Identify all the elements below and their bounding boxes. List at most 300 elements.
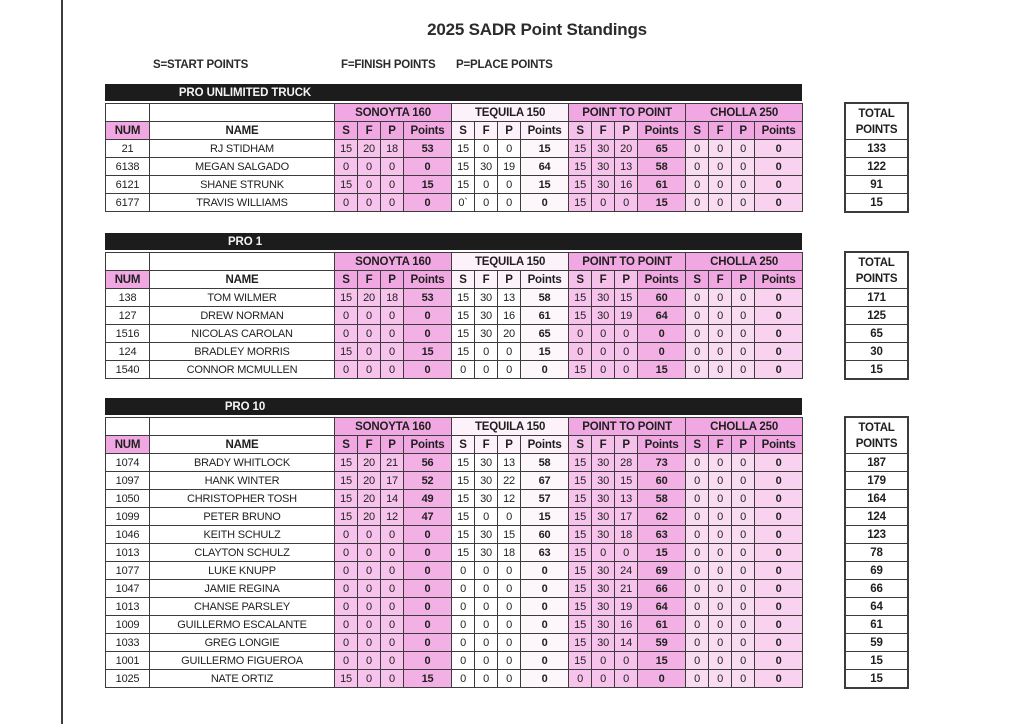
race-value-cell: 0	[498, 670, 521, 688]
race-value-cell: 0	[732, 361, 755, 379]
race-value-cell: 0	[358, 652, 381, 670]
table-row	[106, 544, 803, 562]
race-value-cell: 15	[569, 526, 592, 544]
race-value-cell: 0	[358, 616, 381, 634]
table-row	[106, 307, 803, 325]
racer-name: RJ STIDHAM	[150, 140, 335, 158]
race-value-cell: 14	[615, 634, 638, 652]
race-value-cell: 0	[498, 634, 521, 652]
race-value-cell: 0	[452, 580, 475, 598]
blank-cell	[106, 104, 150, 122]
page-title: 2025 SADR Point Standings	[427, 20, 647, 39]
racer-name: LUKE KNUPP	[150, 562, 335, 580]
sub-column-header: F	[475, 271, 498, 289]
race-value-cell: 0	[709, 526, 732, 544]
race-points-cell: 15	[521, 176, 569, 194]
race-value-cell: 15	[569, 472, 592, 490]
race-points-cell: 59	[638, 634, 686, 652]
race-value-cell: 0	[732, 343, 755, 361]
race-value-cell: 0	[381, 526, 404, 544]
total-points-value: 164	[846, 490, 908, 508]
sub-column-header: S	[686, 271, 709, 289]
race-value-cell: 0	[381, 616, 404, 634]
race-points-cell: 0	[755, 454, 803, 472]
race-value-cell: 0	[592, 361, 615, 379]
total-points-value: 15	[846, 361, 908, 379]
table-row	[106, 361, 803, 379]
race-points-cell: 0	[755, 361, 803, 379]
race-value-cell: 12	[381, 508, 404, 526]
race-value-cell: 0	[475, 562, 498, 580]
race-points-cell: 47	[404, 508, 452, 526]
race-points-cell: 0	[755, 158, 803, 176]
race-points-cell: 0	[404, 325, 452, 343]
racer-number: 138	[106, 289, 150, 307]
class-name: PRO 10	[224, 400, 266, 413]
race-value-cell: 0	[732, 325, 755, 343]
sub-column-header: P	[615, 122, 638, 140]
race-value-cell: 18	[381, 140, 404, 158]
race-points-cell: 69	[638, 562, 686, 580]
racer-name: NICOLAS CAROLAN	[150, 325, 335, 343]
race-value-cell: 0	[498, 598, 521, 616]
sub-column-header: Points	[521, 436, 569, 454]
race-value-cell: 0	[709, 652, 732, 670]
sub-column-header: P	[498, 436, 521, 454]
race-points-cell: 61	[638, 176, 686, 194]
legend-start-points: S=START POINTS	[153, 59, 249, 71]
sub-column-header: S	[686, 436, 709, 454]
race-value-cell: 15	[452, 343, 475, 361]
race-points-cell: 0	[755, 325, 803, 343]
legend-finish-points: F=FINISH POINTS	[341, 59, 436, 71]
total-row	[846, 562, 908, 580]
total-points-value: 15	[846, 194, 908, 212]
race-value-cell: 0	[381, 562, 404, 580]
sub-column-header: Points	[404, 271, 452, 289]
race-value-cell: 0	[335, 526, 358, 544]
group-header-row	[106, 104, 803, 122]
total-points-value: 15	[846, 652, 908, 670]
race-value-cell: 28	[615, 454, 638, 472]
race-value-cell: 0	[686, 361, 709, 379]
race-value-cell: 15	[452, 472, 475, 490]
race-points-cell: 49	[404, 490, 452, 508]
racer-number: 1009	[106, 616, 150, 634]
race-points-cell: 62	[638, 508, 686, 526]
race-value-cell: 0	[709, 472, 732, 490]
class-name: PRO UNLIMITED TRUCK	[178, 86, 312, 99]
race-value-cell: 0	[358, 526, 381, 544]
total-row	[846, 598, 908, 616]
race-value-cell: 0	[335, 580, 358, 598]
sub-column-header: Points	[755, 122, 803, 140]
race-value-cell: 0	[335, 194, 358, 212]
total-row	[846, 634, 908, 652]
blank-cell	[150, 104, 335, 122]
race-value-cell: 30	[475, 490, 498, 508]
race-points-cell: 0	[755, 616, 803, 634]
race-points-cell: 58	[521, 454, 569, 472]
table-row	[106, 616, 803, 634]
race-points-cell: 0	[755, 508, 803, 526]
sub-column-header: Points	[755, 271, 803, 289]
racer-number: 1097	[106, 472, 150, 490]
race-value-cell: 0	[732, 194, 755, 212]
race-group-header: POINT TO POINT	[569, 418, 686, 436]
race-value-cell: 0	[732, 454, 755, 472]
race-value-cell: 30	[592, 454, 615, 472]
race-points-cell: 15	[638, 361, 686, 379]
race-points-cell: 15	[521, 343, 569, 361]
race-value-cell: 30	[592, 562, 615, 580]
race-value-cell: 15	[335, 343, 358, 361]
sub-column-header: P	[498, 122, 521, 140]
sub-column-header: S	[335, 271, 358, 289]
race-value-cell: 30	[475, 158, 498, 176]
racer-name: SHANE STRUNK	[150, 176, 335, 194]
racer-number: 1050	[106, 490, 150, 508]
race-points-cell: 0	[521, 616, 569, 634]
total-points-value: 91	[846, 176, 908, 194]
race-value-cell: 0	[709, 598, 732, 616]
race-value-cell: 0	[358, 176, 381, 194]
race-value-cell: 0	[709, 176, 732, 194]
race-points-cell: 0	[404, 307, 452, 325]
race-value-cell: 15	[569, 490, 592, 508]
total-row	[846, 472, 908, 490]
race-points-cell: 52	[404, 472, 452, 490]
race-value-cell: 0	[475, 194, 498, 212]
race-value-cell: 0	[686, 490, 709, 508]
race-value-cell: 0	[732, 472, 755, 490]
race-points-cell: 0	[755, 670, 803, 688]
race-value-cell: 0	[335, 325, 358, 343]
racer-number: 6177	[106, 194, 150, 212]
name-column-header: NAME	[150, 436, 335, 454]
race-value-cell: 30	[475, 325, 498, 343]
racer-name: GREG LONGIE	[150, 634, 335, 652]
race-value-cell: 0	[358, 325, 381, 343]
race-value-cell: 20	[358, 289, 381, 307]
race-value-cell: 21	[381, 454, 404, 472]
race-value-cell: 0	[358, 598, 381, 616]
race-value-cell: 0	[381, 598, 404, 616]
race-value-cell: 15	[452, 325, 475, 343]
race-value-cell: 0	[709, 634, 732, 652]
total-row	[846, 508, 908, 526]
race-value-cell: 16	[615, 176, 638, 194]
race-value-cell: 30	[592, 140, 615, 158]
race-points-cell: 64	[638, 598, 686, 616]
race-value-cell: 15	[335, 176, 358, 194]
race-points-cell: 73	[638, 454, 686, 472]
race-value-cell: 0	[709, 454, 732, 472]
sub-column-header: Points	[755, 436, 803, 454]
race-value-cell: 20	[358, 472, 381, 490]
race-group-header: POINT TO POINT	[569, 253, 686, 271]
race-points-cell: 0	[521, 634, 569, 652]
sub-column-header: P	[381, 271, 404, 289]
racer-number: 124	[106, 343, 150, 361]
race-value-cell: 0	[732, 562, 755, 580]
race-points-cell: 58	[638, 158, 686, 176]
race-points-cell: 0	[755, 598, 803, 616]
race-value-cell: 0	[732, 140, 755, 158]
race-value-cell: 16	[498, 307, 521, 325]
column-header-row	[106, 122, 803, 140]
race-value-cell: 15	[498, 526, 521, 544]
race-value-cell: 18	[381, 289, 404, 307]
race-group-header: SONOYTA 160	[335, 253, 452, 271]
sub-column-header: Points	[404, 436, 452, 454]
race-value-cell: 13	[615, 158, 638, 176]
sub-column-header: Points	[638, 271, 686, 289]
race-value-cell: 0	[732, 580, 755, 598]
race-points-cell: 0	[404, 598, 452, 616]
total-points-value: 124	[846, 508, 908, 526]
race-value-cell: 21	[615, 580, 638, 598]
race-value-cell: 0	[615, 544, 638, 562]
race-value-cell: 0	[381, 325, 404, 343]
race-value-cell: 0	[732, 634, 755, 652]
race-points-cell: 0	[404, 562, 452, 580]
race-value-cell: 30	[475, 454, 498, 472]
table-row	[106, 325, 803, 343]
racer-name: BRADLEY MORRIS	[150, 343, 335, 361]
race-value-cell: 0	[615, 670, 638, 688]
racer-number: 6138	[106, 158, 150, 176]
total-points-value: 65	[846, 325, 908, 343]
class-section	[105, 233, 915, 379]
race-value-cell: 20	[498, 325, 521, 343]
racer-name: TOM WILMER	[150, 289, 335, 307]
race-value-cell: 30	[592, 472, 615, 490]
racer-name: CHRISTOPHER TOSH	[150, 490, 335, 508]
total-header-line1: TOTAL	[858, 107, 895, 120]
sub-column-header: F	[475, 122, 498, 140]
sub-column-header: S	[569, 271, 592, 289]
race-value-cell: 0	[709, 343, 732, 361]
race-value-cell: 30	[592, 176, 615, 194]
race-value-cell: 15	[569, 158, 592, 176]
race-value-cell: 15	[569, 194, 592, 212]
total-header-line2: POINTS	[855, 123, 898, 136]
sub-column-header: Points	[521, 271, 569, 289]
race-value-cell: 0	[381, 580, 404, 598]
race-value-cell: 0	[615, 361, 638, 379]
race-value-cell: 0	[686, 616, 709, 634]
race-value-cell: 0	[569, 325, 592, 343]
race-value-cell: 0	[709, 670, 732, 688]
race-value-cell: 0	[686, 634, 709, 652]
race-value-cell: 0	[615, 343, 638, 361]
race-points-cell: 0	[521, 598, 569, 616]
total-row	[846, 490, 908, 508]
race-value-cell: 0	[452, 670, 475, 688]
race-value-cell: 0	[498, 652, 521, 670]
race-value-cell: 0	[381, 343, 404, 361]
race-points-cell: 0	[521, 194, 569, 212]
race-value-cell: 0	[358, 194, 381, 212]
race-value-cell: 0	[592, 544, 615, 562]
race-value-cell: 18	[498, 544, 521, 562]
total-row	[846, 652, 908, 670]
race-value-cell: 20	[358, 140, 381, 158]
total-points-value: 30	[846, 343, 908, 361]
race-value-cell: 0	[335, 544, 358, 562]
race-value-cell: 0	[381, 634, 404, 652]
race-group-header: TEQUILA 150	[452, 418, 569, 436]
total-points-value: 61	[846, 616, 908, 634]
sub-column-header: Points	[404, 122, 452, 140]
race-value-cell: 24	[615, 562, 638, 580]
race-points-cell: 58	[638, 490, 686, 508]
race-value-cell: 0	[732, 508, 755, 526]
race-value-cell: 0	[709, 490, 732, 508]
race-value-cell: 0	[709, 307, 732, 325]
race-value-cell: 0	[335, 158, 358, 176]
race-group-header: SONOYTA 160	[335, 418, 452, 436]
race-value-cell: 0	[686, 343, 709, 361]
race-value-cell: 0	[686, 325, 709, 343]
total-points-value: 187	[846, 454, 908, 472]
race-value-cell: 0	[686, 289, 709, 307]
race-value-cell: 15	[452, 508, 475, 526]
race-points-cell: 0	[404, 634, 452, 652]
race-value-cell: 0	[615, 194, 638, 212]
sub-column-header: Points	[521, 122, 569, 140]
race-value-cell: 30	[475, 472, 498, 490]
race-points-cell: 15	[404, 343, 452, 361]
race-points-cell: 63	[521, 544, 569, 562]
total-row	[846, 670, 908, 688]
race-value-cell: 0	[335, 616, 358, 634]
race-value-cell: 30	[475, 544, 498, 562]
race-value-cell: 15	[569, 544, 592, 562]
total-row	[846, 289, 908, 307]
race-value-cell: 0	[709, 508, 732, 526]
race-group-header: TEQUILA 150	[452, 253, 569, 271]
race-points-cell: 56	[404, 454, 452, 472]
race-value-cell: 20	[358, 508, 381, 526]
race-value-cell: 17	[381, 472, 404, 490]
race-value-cell: 0	[732, 289, 755, 307]
race-points-cell: 0	[638, 670, 686, 688]
total-points-value: 59	[846, 634, 908, 652]
race-value-cell: 15	[335, 670, 358, 688]
racer-name: CLAYTON SCHULZ	[150, 544, 335, 562]
race-value-cell: 15	[569, 652, 592, 670]
race-value-cell: 15	[569, 634, 592, 652]
race-points-cell: 64	[521, 158, 569, 176]
race-value-cell: 0	[358, 670, 381, 688]
race-points-cell: 0	[404, 544, 452, 562]
race-points-cell: 53	[404, 140, 452, 158]
total-points-table	[845, 103, 908, 212]
race-value-cell: 15	[452, 490, 475, 508]
race-value-cell: 0	[732, 652, 755, 670]
race-points-cell: 0	[521, 562, 569, 580]
race-points-cell: 0	[755, 634, 803, 652]
race-value-cell: 15	[335, 454, 358, 472]
race-value-cell: 30	[592, 616, 615, 634]
race-value-cell: 0	[335, 361, 358, 379]
race-points-cell: 61	[638, 616, 686, 634]
total-row	[846, 544, 908, 562]
race-value-cell: 0	[475, 670, 498, 688]
race-points-cell: 0	[638, 343, 686, 361]
race-value-cell: 0	[475, 361, 498, 379]
race-value-cell: 0	[592, 652, 615, 670]
racer-name: CONNOR MCMULLEN	[150, 361, 335, 379]
race-value-cell: 0	[358, 158, 381, 176]
racer-number: 1046	[106, 526, 150, 544]
race-value-cell: 0	[732, 598, 755, 616]
race-value-cell: 0	[732, 670, 755, 688]
race-value-cell: 15	[335, 140, 358, 158]
class-section	[105, 398, 915, 688]
racer-number: 1001	[106, 652, 150, 670]
racer-number: 1025	[106, 670, 150, 688]
race-points-cell: 57	[521, 490, 569, 508]
table-row	[106, 158, 803, 176]
total-row	[846, 343, 908, 361]
race-points-cell: 0	[404, 194, 452, 212]
racer-number: 1516	[106, 325, 150, 343]
race-value-cell: 0	[358, 562, 381, 580]
race-value-cell: 0	[475, 508, 498, 526]
race-value-cell: 15	[569, 616, 592, 634]
race-value-cell: 15	[569, 289, 592, 307]
racer-name: KEITH SCHULZ	[150, 526, 335, 544]
race-value-cell: 0	[381, 176, 404, 194]
race-value-cell: 0	[381, 194, 404, 212]
race-value-cell: 0	[709, 616, 732, 634]
race-value-cell: 0	[732, 176, 755, 194]
race-value-cell: 30	[592, 490, 615, 508]
sub-column-header: F	[709, 436, 732, 454]
racer-number: 1077	[106, 562, 150, 580]
race-points-cell: 53	[404, 289, 452, 307]
sub-column-header: P	[381, 436, 404, 454]
race-value-cell: 15	[452, 544, 475, 562]
table-row	[106, 526, 803, 544]
race-points-cell: 0	[755, 194, 803, 212]
table-row	[106, 343, 803, 361]
sub-column-header: S	[452, 271, 475, 289]
race-value-cell: 15	[335, 508, 358, 526]
race-group-header: POINT TO POINT	[569, 104, 686, 122]
total-row	[846, 526, 908, 544]
race-value-cell: 14	[381, 490, 404, 508]
race-points-cell: 0	[521, 652, 569, 670]
sub-column-header: S	[686, 122, 709, 140]
race-value-cell: 15	[452, 176, 475, 194]
race-value-cell: 0	[686, 562, 709, 580]
race-points-cell: 0	[755, 176, 803, 194]
race-value-cell: 15	[335, 472, 358, 490]
racer-number: 1074	[106, 454, 150, 472]
race-points-cell: 0	[755, 580, 803, 598]
race-value-cell: 0	[498, 616, 521, 634]
race-value-cell: 30	[475, 526, 498, 544]
total-header-line1: TOTAL	[858, 421, 895, 434]
racer-name: GUILLERMO FIGUEROA	[150, 652, 335, 670]
race-value-cell: 0	[475, 634, 498, 652]
page-edge-scan-line	[61, 0, 63, 724]
racer-number: 21	[106, 140, 150, 158]
